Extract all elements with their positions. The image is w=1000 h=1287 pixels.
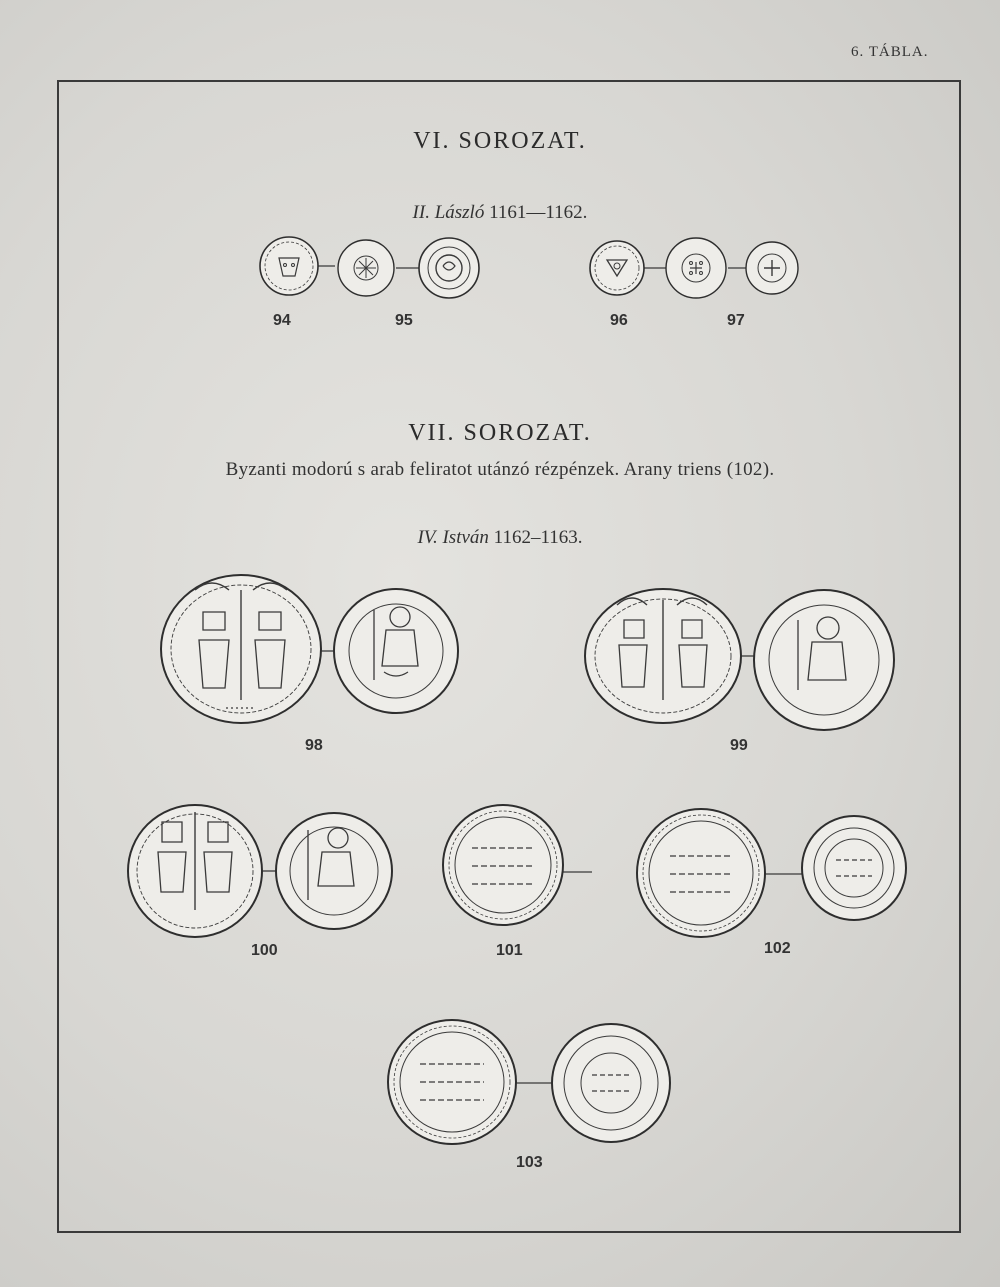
coin-103-reverse [552, 1024, 670, 1142]
coin-99-obverse [585, 589, 741, 723]
coin-number-95: 95 [395, 312, 413, 329]
coin-94-obverse [260, 237, 318, 295]
coin-103-obverse [388, 1020, 516, 1144]
coin-number-103: 103 [516, 1154, 543, 1171]
ruler-years: 1161—1162. [489, 202, 588, 223]
plate-number: 6. TÁBLA. [851, 44, 929, 60]
coin-96-obverse [590, 241, 644, 295]
coin-number-97: 97 [727, 312, 745, 329]
coin-97-obverse [666, 238, 726, 298]
coin-100-reverse [276, 813, 392, 929]
coin-number-100: 100 [251, 942, 278, 959]
coin-97-reverse [746, 242, 798, 294]
coin-number-102: 102 [764, 940, 791, 957]
coin-number-96: 96 [610, 312, 628, 329]
series-vi-title: VI. SOROZAT. [413, 128, 587, 154]
coin-99-reverse [754, 590, 894, 730]
series-vii-subtitle: Byzanti modorú s arab feliratot utánzó rézpénzek. Arany triens (102). [225, 459, 775, 480]
coin-98-reverse [334, 589, 458, 713]
series-vii-title: VII. SOROZAT. [408, 420, 592, 446]
coin-95-obverse [338, 240, 394, 296]
coin-number-94: 94 [273, 312, 291, 329]
ruler-name: IV. István [417, 527, 489, 548]
ruler-years: 1162–1163. [493, 527, 583, 548]
coin-102-reverse [802, 816, 906, 920]
coin-100-obverse [128, 805, 262, 937]
coin-number-99: 99 [730, 737, 748, 754]
coin-95-reverse [419, 238, 479, 298]
coin-number-98: 98 [305, 737, 323, 754]
ruler-name: II. László [412, 202, 485, 223]
coin-101-obverse [443, 805, 563, 925]
coin-102-obverse [637, 809, 765, 937]
coin-98-obverse [161, 575, 321, 723]
coin-number-101: 101 [496, 942, 523, 959]
